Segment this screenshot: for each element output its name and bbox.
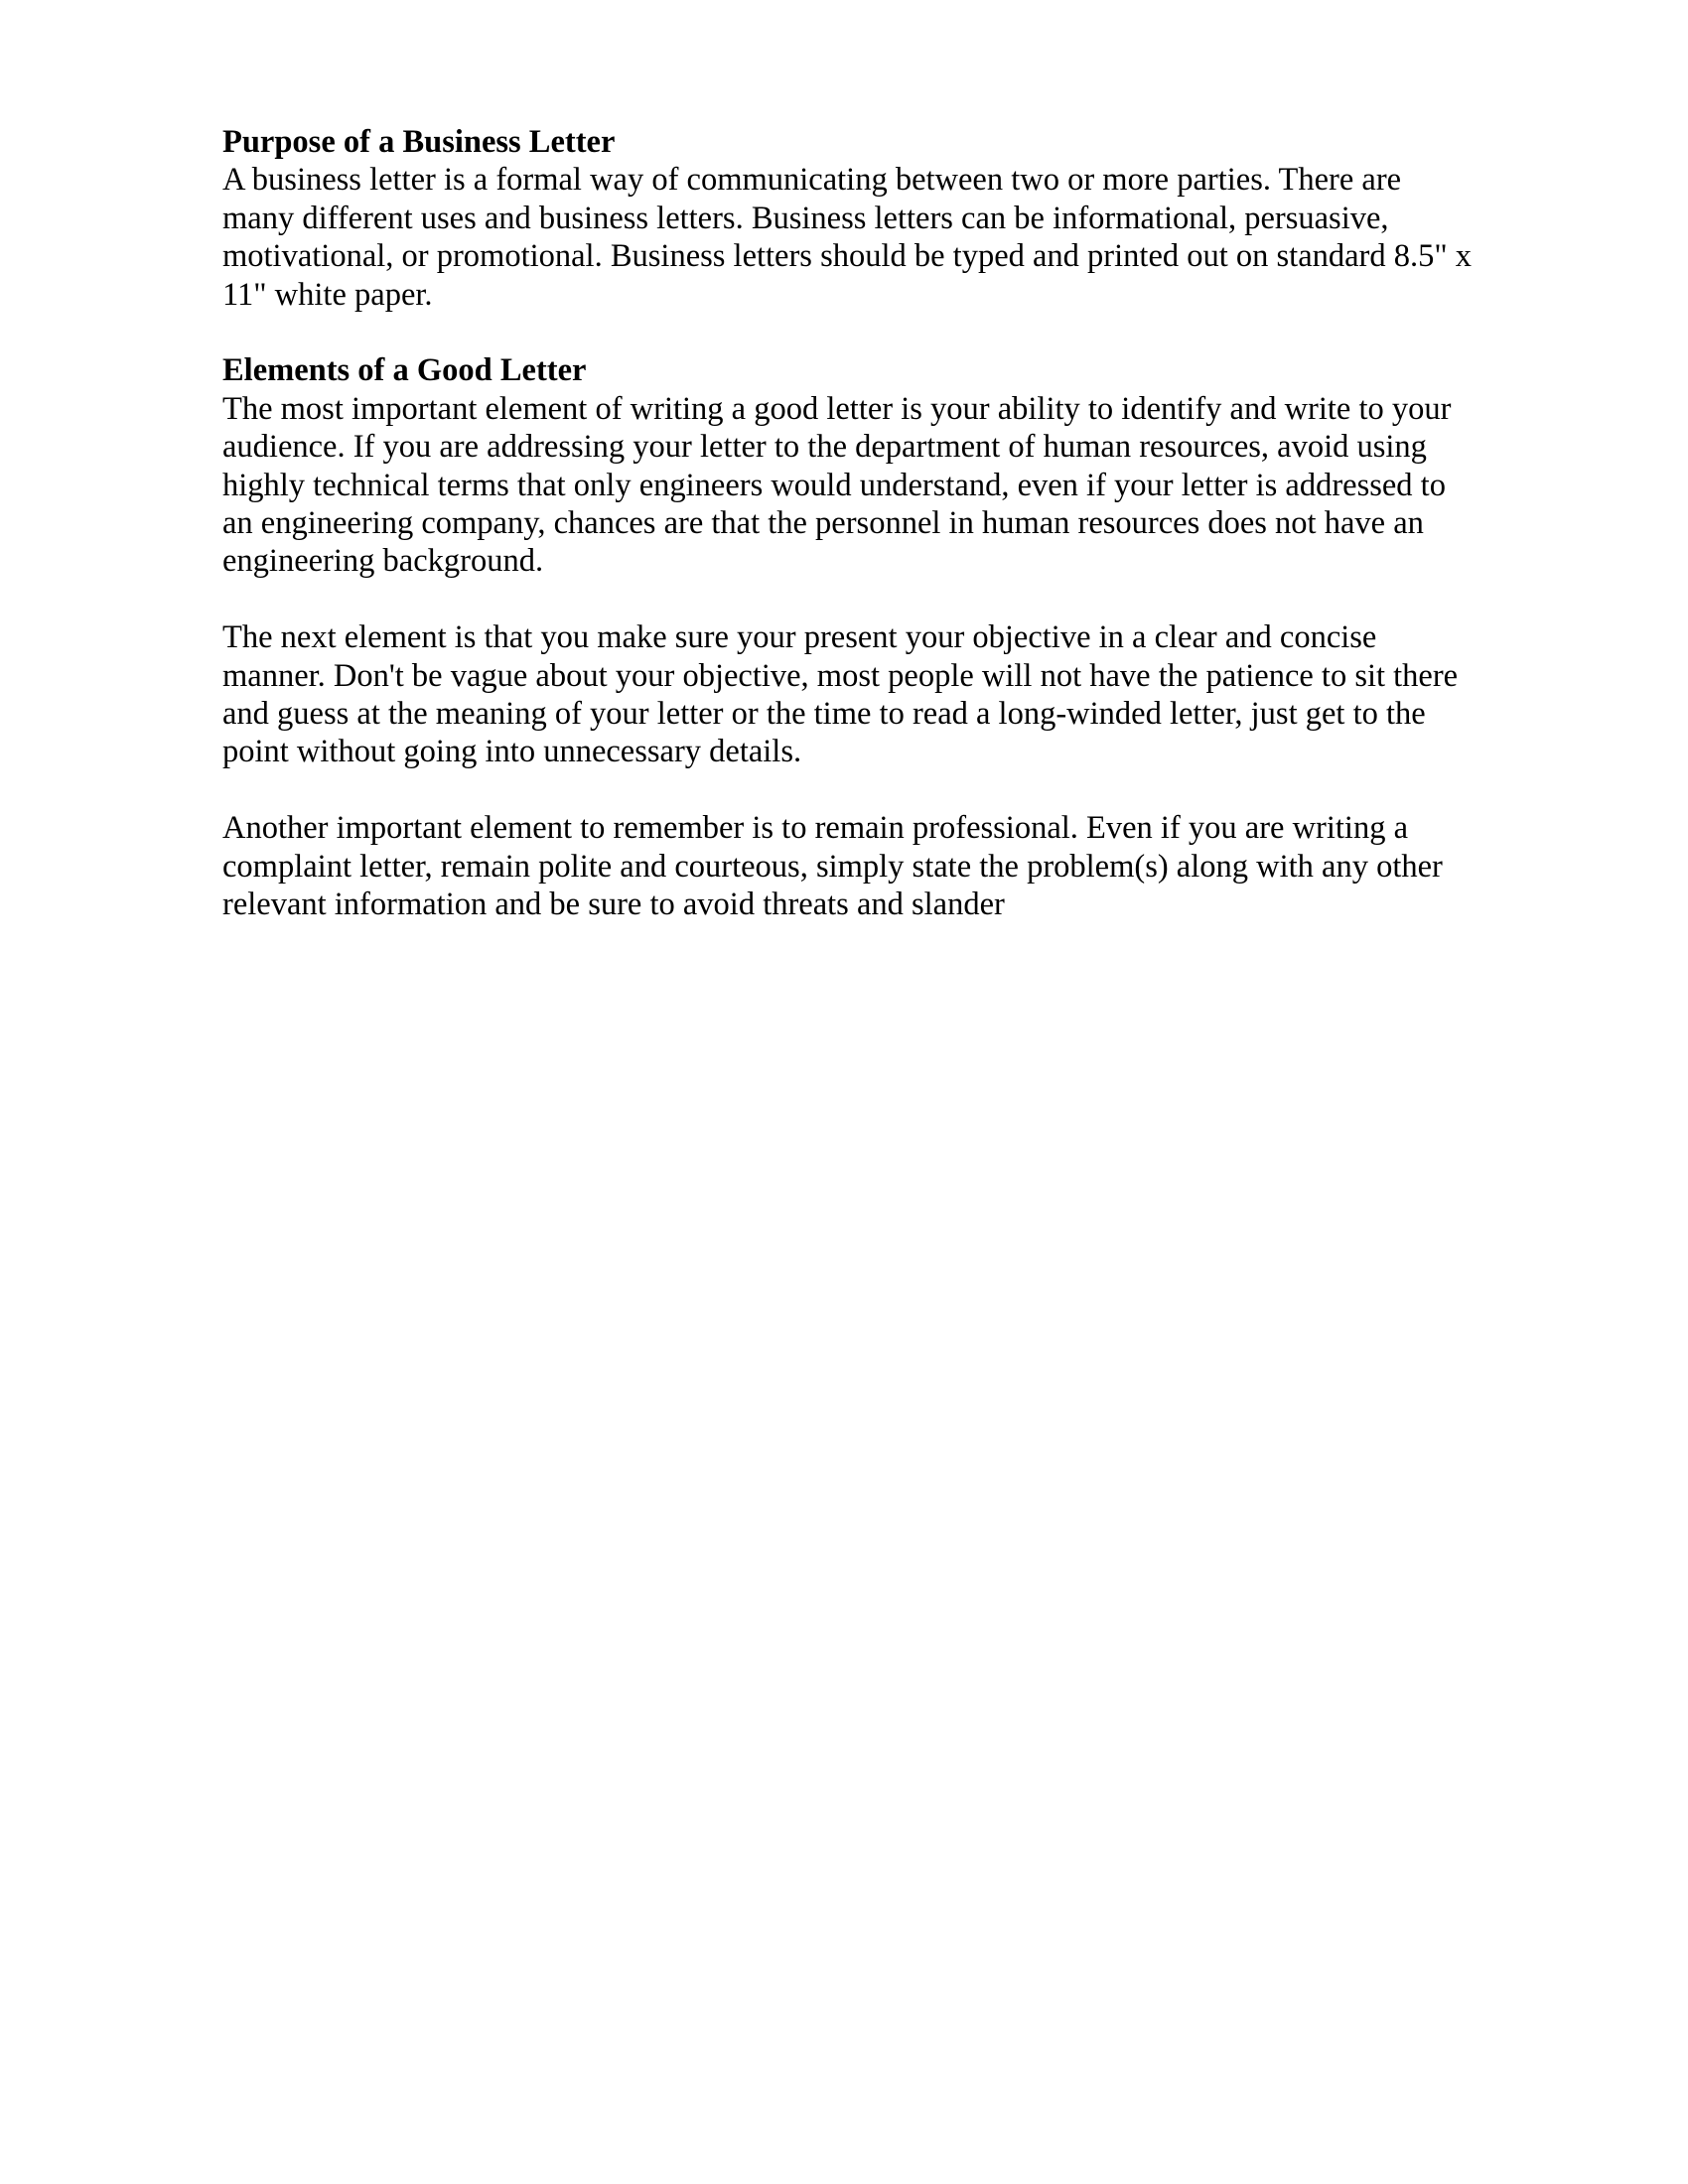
- section-heading: Elements of a Good Letter: [222, 352, 587, 389]
- section-purpose: [222, 123, 1474, 314]
- section-paragraph: Another important element to remember is to remain professional. Even if you are writing a complaint letter, remain polite and courteous, simply state the problem(s) along with any other relevant information and be sure to avoid threats and slander: [222, 810, 1443, 923]
- section-paragraph: A business letter is a formal way of communicating between two or more parties. There are many different uses and business letters. Business letters can be informational, persuasive, motivational, or promotional. Business letters should be typed and printed out on standard 8.5" x 11" white paper.: [222, 162, 1473, 313]
- section-elements: [222, 351, 1474, 580]
- section-paragraph: The most important element of writing a good letter is your ability to identify and write to your audience. If you are addressing your letter to the department of human resources, avoid using highly technical terms that only engineers would understand, even if your letter is addressed to an engineering company, chances are that the personnel in human resources does not have an engineering background.: [222, 390, 1452, 580]
- section-paragraph: The next element is that you make sure your present your objective in a clear and concise manner. Don't be vague about your objective, most people will not have the patience to sit there and guess at the meaning of your letter or the time to read a long-winded letter, just get to the point without going into unnecessary details.: [222, 619, 1459, 770]
- section-elements-final: [222, 809, 1474, 923]
- section-heading: Purpose of a Business Letter: [222, 124, 616, 160]
- section-elements-continued: [222, 618, 1474, 771]
- document-body: [222, 123, 1474, 962]
